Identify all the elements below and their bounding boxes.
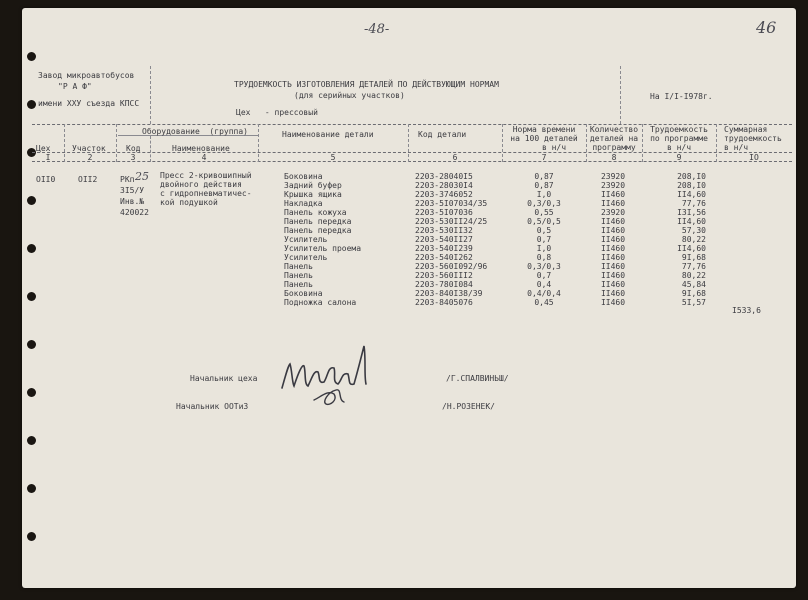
document-date: На I/I-I978г. [650, 92, 713, 101]
col-qty-header-1: Количество [589, 125, 639, 134]
detail-code: 2203-540I239 [415, 244, 473, 253]
detail-code: 2203-540I262 [415, 253, 473, 262]
col-tsekh-header: Цех [36, 144, 51, 153]
binding-hole [27, 52, 36, 61]
binding-edge [22, 8, 44, 588]
detail-code: 2203-780I084 [415, 280, 473, 289]
equipment-name-line4: кой подушкой [160, 198, 218, 207]
detail-code: 2203-540II27 [415, 235, 473, 244]
detail-name: Подножка салона [284, 298, 357, 307]
col-kod-header: Код [126, 144, 141, 153]
detail-code: 2203-5I07034/35 [415, 199, 488, 208]
head-of-workshop-label: Начальник цеха [190, 374, 258, 383]
document-title: ТРУДОЕМКОСТЬ ИЗГОТОВЛЕНИЯ ДЕТАЛЕЙ ПО ДЕЙСТВУЮЩИМ НОРМАМ [234, 80, 499, 89]
quantity-value: II460 [600, 271, 626, 280]
quantity-value: II460 [600, 262, 626, 271]
detail-name: Панель кожуха [284, 208, 347, 217]
norm-value: 0,3/0,3 [527, 199, 561, 208]
detail-name: Задний буфер [284, 181, 342, 190]
norm-value: 0,4/0,4 [527, 289, 561, 298]
col-qty-header-2: деталей на [589, 134, 639, 143]
quantity-value: 23920 [600, 208, 626, 217]
detail-name: Усилитель [284, 235, 328, 244]
total-labour: I533,6 [732, 306, 761, 315]
header-divider [150, 66, 151, 124]
detail-name: Накладка [284, 199, 323, 208]
detail-name: Панель [284, 262, 313, 271]
detail-name: Боковина [284, 289, 323, 298]
binding-hole [27, 436, 36, 445]
equipment-code-line1: РКп [120, 175, 135, 184]
equipment-code-line2: 3I5/У [120, 186, 145, 195]
quantity-value: 23920 [600, 181, 626, 190]
labour-value: 80,22 [681, 271, 706, 280]
col-equipment-group-header: Оборудование (группа) [142, 127, 248, 136]
detail-code: 2203-28030I4 [415, 181, 473, 190]
binding-hole [27, 196, 36, 205]
col-labour-header-2: по программе [650, 134, 708, 143]
page-number: -48- [364, 22, 390, 37]
col-equipment-name-header: Наименование [172, 144, 230, 153]
labour-value: 208,I0 [677, 172, 706, 181]
binding-hole [27, 340, 36, 349]
column-number: I [45, 153, 51, 162]
labour-value: II4,60 [677, 217, 706, 226]
labour-value: 208,I0 [677, 181, 706, 190]
quantity-column [588, 172, 638, 307]
detail-code: 2203-560III2 [415, 271, 473, 280]
norm-column [506, 172, 582, 307]
col-uchastok-header: Участок [72, 144, 106, 153]
col-labour-header-3: в н/ч [666, 143, 692, 152]
uchastok-code: OII2 [78, 175, 98, 184]
detail-code: 2203-560I092/96 [415, 262, 488, 271]
detail-code: 2203-530II24/25 [415, 217, 488, 226]
tsekh-code: OII0 [36, 175, 56, 184]
detail-code: 2203-840I38/39 [415, 289, 483, 298]
col-labour-header-1: Трудоемкость [650, 125, 708, 134]
column-number: 2 [87, 153, 93, 162]
labour-value: I3I,56 [677, 208, 706, 217]
labour-value: 9I,68 [681, 289, 706, 298]
labour-value: 77,76 [681, 199, 706, 208]
detail-name: Панель [284, 280, 313, 289]
labour-column [644, 172, 706, 307]
header-divider [620, 66, 621, 124]
col-total-header-1: Суммарная [724, 125, 768, 134]
detail-name: Усилитель [284, 253, 328, 262]
col-norm-header-2: на 100 деталей [510, 134, 578, 143]
detail-name: Боковина [284, 172, 323, 181]
plant-name-line1: Завод микроавтобусов [38, 71, 135, 80]
signature-head-of-workshop [278, 340, 398, 416]
norm-value: 0,45 [534, 298, 554, 307]
detail-name-column [284, 172, 361, 307]
detail-code: 2203-28040I5 [415, 172, 473, 181]
quantity-value: II460 [600, 289, 626, 298]
equipment-code-line4: 420022 [120, 208, 149, 217]
labour-value: II4,60 [677, 244, 706, 253]
equipment-name-line2: двойного действия [160, 180, 242, 189]
detail-code: 2203-3746052 [415, 190, 473, 199]
quantity-value: II460 [600, 253, 626, 262]
norm-value: 0,87 [534, 181, 554, 190]
labour-value: 45,84 [681, 280, 706, 289]
col-norm-header-3: в н/ч [541, 143, 567, 152]
detail-code: 2203-5I07036 [415, 208, 473, 217]
binding-hole [27, 532, 36, 541]
binding-hole [27, 388, 36, 397]
column-number: 8 [611, 153, 617, 162]
labour-value: 5I,57 [681, 298, 706, 307]
handwritten-code-note: 25 [135, 170, 149, 183]
norm-value: 0,5/0,5 [527, 217, 561, 226]
norm-value: I,0 [536, 244, 552, 253]
labour-value: 80,22 [681, 235, 706, 244]
norm-value: 0,7 [536, 235, 552, 244]
labour-value: 57,30 [681, 226, 706, 235]
column-number: 3 [130, 153, 136, 162]
column-number: 5 [330, 153, 336, 162]
detail-name: Усилитель проема [284, 244, 362, 253]
plant-name-line2: "Р А Ф" [58, 82, 92, 91]
binding-hole [27, 484, 36, 493]
col-detail-code-header: Код детали [418, 130, 467, 139]
quantity-value: II460 [600, 217, 626, 226]
col-total-header-2: трудоемкость [724, 134, 782, 143]
norm-value: I,0 [536, 190, 552, 199]
quantity-value: 23920 [600, 172, 626, 181]
column-number: 9 [676, 153, 682, 162]
equipment-name-line3: с гидропневматичес- [160, 189, 252, 198]
quantity-value: II460 [600, 190, 626, 199]
binding-hole [27, 244, 36, 253]
head-of-ootiz-name: /Н.РОЗЕНЕК/ [442, 402, 495, 411]
document-subtitle: (для серийных участков) [294, 91, 405, 100]
column-number: IO [749, 153, 759, 162]
column-number: 6 [452, 153, 458, 162]
detail-name: Крышка ящика [284, 190, 342, 199]
detail-code: 2203-8405076 [415, 298, 473, 307]
column-number: 4 [201, 153, 207, 162]
detail-code: 2203-530II32 [415, 226, 473, 235]
col-norm-header-1: Норма времени [512, 125, 576, 134]
col-total-header-3: в н/ч [724, 143, 749, 152]
quantity-value: II460 [600, 235, 626, 244]
equipment-code-line3: Инв.№ [120, 197, 145, 206]
norm-value: 0,87 [534, 172, 554, 181]
norm-value: 0,5 [536, 226, 552, 235]
norm-value: 0,8 [536, 253, 552, 262]
plant-name-line3: имени XXУ съезда КПСС [38, 99, 140, 108]
labour-value: 9I,68 [681, 253, 706, 262]
detail-name: Панель передка [284, 226, 352, 235]
quantity-value: II460 [600, 244, 626, 253]
column-number: 7 [541, 153, 547, 162]
detail-name: Панель [284, 271, 313, 280]
norm-value: 0,7 [536, 271, 552, 280]
col-detail-name-header: Наименование детали [282, 130, 374, 139]
quantity-value: II460 [600, 199, 626, 208]
binding-hole [27, 100, 36, 109]
archive-number: 46 [756, 18, 777, 37]
equipment-name-line1: Пресс 2-кривошипный [160, 171, 252, 180]
detail-code-column [415, 172, 487, 307]
workshop-label: Цех - прессовый [236, 108, 318, 117]
detail-name: Панель передка [284, 217, 352, 226]
quantity-value: II460 [600, 280, 626, 289]
head-of-ootiz-label: Начальник ООТиЗ [176, 402, 249, 411]
col-qty-header-3: программу [592, 143, 636, 152]
document-sheet [22, 8, 796, 588]
quantity-value: II460 [600, 298, 626, 307]
labour-value: 77,76 [681, 262, 706, 271]
norm-value: 0,55 [534, 208, 554, 217]
norm-value: 0,4 [536, 280, 552, 289]
norm-value: 0,3/0,3 [527, 262, 561, 271]
head-of-workshop-name: /Г.СПАЛВИНЬШ/ [446, 374, 509, 383]
binding-hole [27, 292, 36, 301]
labour-value: II4,60 [677, 190, 706, 199]
quantity-value: II460 [600, 226, 626, 235]
